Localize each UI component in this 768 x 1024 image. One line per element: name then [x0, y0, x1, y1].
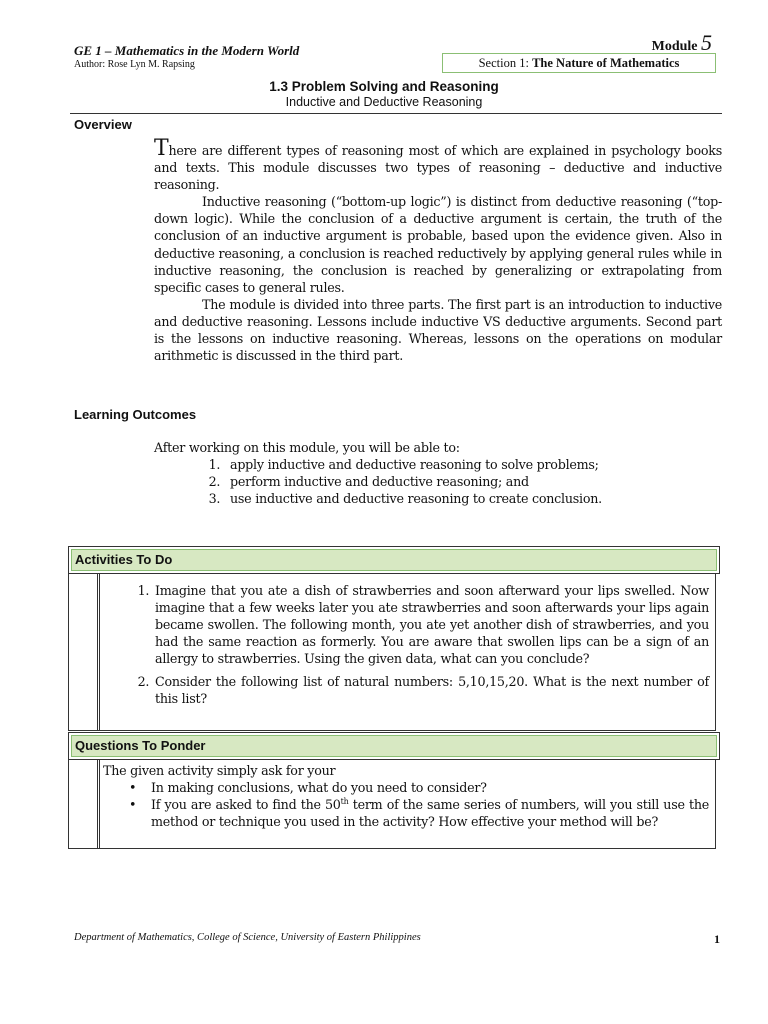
overview-heading: Overview	[74, 117, 132, 132]
ponder-heading: Questions To Ponder	[68, 732, 720, 760]
overview-text	[154, 136, 722, 364]
activity-item: 2. Consider the following list of natural numbers: 5,10,15,20. What is the next number of this list?	[153, 673, 709, 707]
ponder-q2-sup: th	[340, 796, 349, 806]
ponder-box	[68, 760, 716, 849]
ponder-gutter	[97, 760, 100, 848]
author-line: Author: Rose Lyn M. Rapsing	[74, 59, 195, 70]
course-title: GE 1 – Mathematics in the Modern World	[74, 43, 300, 58]
activities-list	[103, 582, 709, 707]
module-number: 5	[701, 30, 712, 55]
module-word: Module	[651, 39, 698, 54]
overview-paragraph-2: Inductive reasoning (“bottom-up logic”) is distinct from deductive reasoning (“top-down logic). While the conclusion of a deductive argument is certain, the truth of the conclusion of an inductive argument is probable, based upon the evidence given. Also in deductive reasoning, a conclusion is reached reductively by applying general rules while in inductive reasoning, the conclusion is reached by generalizing or extrapolating from specific cases to general rules.	[154, 194, 722, 295]
page-number: 1	[714, 932, 720, 946]
section-title: The Nature of Mathematics	[532, 56, 680, 70]
outcomes-block	[154, 439, 722, 507]
ponder-list	[103, 779, 709, 830]
ponder-question: • In making conclusions, what do you need to consider?	[143, 779, 709, 796]
title-divider	[70, 113, 722, 114]
ponder-q2-end: term of the same series of numbers, will you still use the method or technique you used in the activity? How effective your method will be?	[151, 797, 709, 829]
page-subtitle: Inductive and Deductive Reasoning	[285, 95, 483, 109]
outcome-item: 1. apply inductive and deductive reasoning to solve problems;	[224, 456, 722, 473]
footer-text: Department of Mathematics, College of Science, University of Eastern Philippines	[74, 932, 421, 943]
outcomes-intro: After working on this module, you will be able to:	[154, 440, 460, 455]
outcome-item: 3. use inductive and deductive reasoning to create conclusion.	[224, 490, 722, 507]
section-label: Section 1:	[478, 56, 529, 70]
outcomes-heading: Learning Outcomes	[74, 407, 197, 422]
ponder-intro: The given activity simply ask for your	[103, 763, 336, 778]
drop-cap: T	[154, 136, 169, 161]
overview-paragraph-1	[154, 136, 722, 193]
outcomes-list	[154, 456, 722, 507]
page-title: 1.3 Problem Solving and Reasoning	[269, 79, 499, 94]
activities-heading: Activities To Do	[68, 546, 720, 574]
overview-p1-text: here are different types of reasoning most of which are explained in psychology books and texts. This module discusses two types of reasoning – deductive and inductive reasoning.	[154, 143, 722, 193]
section-box	[442, 53, 716, 73]
activity-item: 1. Imagine that you ate a dish of strawberries and soon afterward your lips swelled. Now imagine that a few weeks later you ate strawberries and soon afterwards your lips again became swollen. The following month, you ate yet another dish of strawberries, and you had the same reaction as formerly. You are aware that swollen lips can be a sign of an allergy to strawberries. Using the given data, what can you conclude?	[153, 582, 709, 667]
ponder-q2-start: If you are asked to find the 50	[151, 797, 341, 812]
ponder-content	[103, 762, 709, 830]
ponder-question	[143, 796, 709, 830]
activities-gutter	[97, 574, 100, 730]
activities-box	[68, 574, 716, 731]
overview-paragraph-3: The module is divided into three parts. The first part is an introduction to inductive and deductive reasoning. Lessons include inductive VS deductive arguments. Second part is the lessons on inductive reasoning. Whereas, lessons on the operations on modular arithmetic is discussed in the third part.	[154, 296, 722, 364]
outcome-item: 2. perform inductive and deductive reasoning; and	[224, 473, 722, 490]
activities-content	[103, 582, 709, 713]
